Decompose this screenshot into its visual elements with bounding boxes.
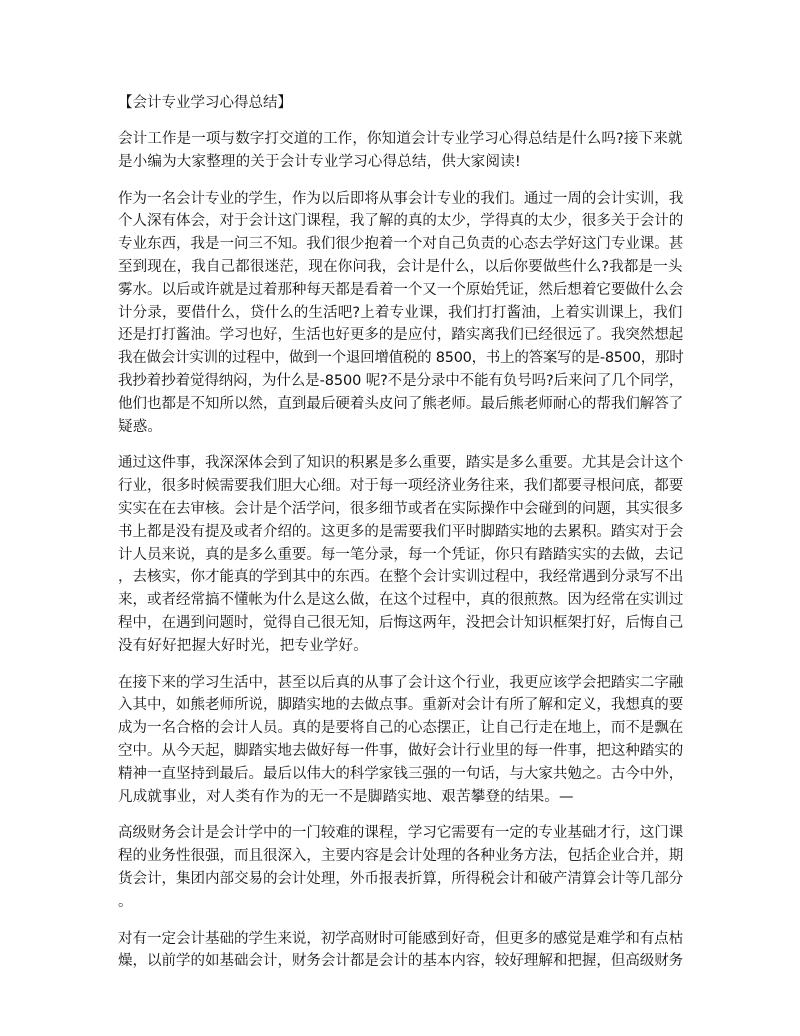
text-line: 空中。从今天起，脚踏实地去做好每一件事，做好会计行业里的每一件事，把这种踏实的 [118,742,684,759]
text-line: 我抄着抄着觉得纳闷，为什么是-8500 呢?不是分录中不能有负号吗?后来问了几个同学， [118,372,684,389]
paragraph [118,822,683,913]
text-line: 我在做会计实训的过程中，做到一个退回增值税的 8500，书上的答案写的是-8500，那时 [118,350,684,367]
text-line: 专业东西，我是一问三不知。我们很少抱着一个对自己负责的心态去学好这门专业课。甚 [118,236,684,253]
text-line: ，去核实，你才能真的学到其中的东西。在整个会计实训过程中，我经常遇到分录写不出 [118,569,684,586]
text-line: 会计工作是一项与数字打交道的工作，你知道会计专业学习心得总结是什么吗?接下来就 [118,131,683,147]
text-line: 是小编为大家整理的关于会计专业学习心得总结，供大家阅读! [118,153,521,170]
text-line: 作为一名会计专业的学生，作为以后即将从事会计专业的我们。通过一周的会计实训，我 [118,190,684,207]
document-page [118,92,683,987]
text-line: 对有一定会计基础的学生来说，初学高财时可能感到好奇，但更多的感觉是难学和有点枯 [118,930,684,947]
text-line: 实实在在去审核。会计是个活学问，很多细节或者在实际操作中会碰到的问题，其实很多 [118,500,684,517]
document-title: 【会计专业学习心得总结】 [118,95,292,111]
text-line: 个人深有体会，对于会计这门课程，我了解的真的太少，学得真的太少，很多关于会计的 [118,213,684,230]
text-line: 通过这件事，我深深体会到了知识的积累是多么重要，踏实是多么重要。尤其是会计这个 [118,455,684,472]
text-line: 计分录，要借什么，贷什么的生活吧?上着专业课，我们打打酱油，上着实训课上，我们 [118,304,683,321]
text-line: 疑惑。 [118,418,163,435]
text-line: 燥，以前学的如基础会计，财务会计都是会计的基本内容，较好理解和把握，但高级财务 [118,953,684,970]
text-line: 凡成就事业，对人类有作为的无一不是脚踏实地、艰苦攀登的结果。— [118,788,574,805]
paragraph [118,188,683,439]
document-body [118,128,683,973]
paragraph [118,128,683,174]
text-line: 他们也都是不知所以然，直到最后硬着头皮问了熊老师。最后熊老师耐心的帮我们解答了 [118,395,684,412]
text-line: 还是打打酱油。学习也好，生活也好更多的是应付，踏实离我们已经很远了。我突然想起 [118,327,684,344]
text-line: 程的业务性很强，而且很深入，主要内容是会计处理的各种业务方法，包括企业合并，期 [118,848,684,865]
text-line: 成为一名合格的会计人员。真的是要将自己的心态摆正，让自己行走在地上，而不是飘在 [118,720,684,737]
text-line: 来，或者经常搞不懂帐为什么是这么做，在这个过程中，真的很煎熬。因为经常在实训过 [118,592,684,609]
text-line: 计人员来说，真的是多么重要。每一笔分录，每一个凭证，你只有踏踏实实的去做，去记 [118,546,684,563]
text-line: 在接下来的学习生活中，甚至以后真的从事了会计这个行业，我更应该学会把踏实二字融 [118,674,684,691]
text-line: 高级财务会计是会计学中的一门较难的课程，学习它需要有一定的专业基础才行，这门课 [118,825,684,842]
text-line: 雾水。以后或许就是过着那种每天都是看着一个又一个原始凭证，然后想着它要做什么会 [118,281,684,298]
text-line: 至到现在，我自己都很迷茫，现在你问我，会计是什么，以后你要做些什么?我都是一头 [118,258,683,275]
paragraph [118,452,683,657]
text-line: 没有好好把握大好时光，把专业学好。 [118,637,368,654]
text-line: 。 [118,893,133,910]
text-line: 货会计，集团内部交易的会计处理，外币报表折算，所得税会计和破产清算会计等几部分 [118,870,684,887]
text-line: 行业，很多时候需要我们胆大心细。对于每一项经济业务往来，我们都要寻根问底，都要 [118,478,684,495]
text-line: 程中，在遇到问题时，觉得自己很无知，后悔这两年，没把会计知识框架打好，后悔自己 [118,614,684,631]
paragraph [118,672,683,809]
paragraph [118,928,683,974]
text-line: 书上都是没有提及或者介绍的。这更多的是需要我们平时脚踏实地的去累积。踏实对于会 [118,523,684,540]
text-line: 入其中，如熊老师所说，脚踏实地的去做点事。重新对会计有所了解和定义，我想真的要 [118,697,684,714]
text-line: 精神一直坚持到最后。最后以伟大的科学家钱三强的一句话，与大家共勉之。古今中外， [118,765,684,782]
